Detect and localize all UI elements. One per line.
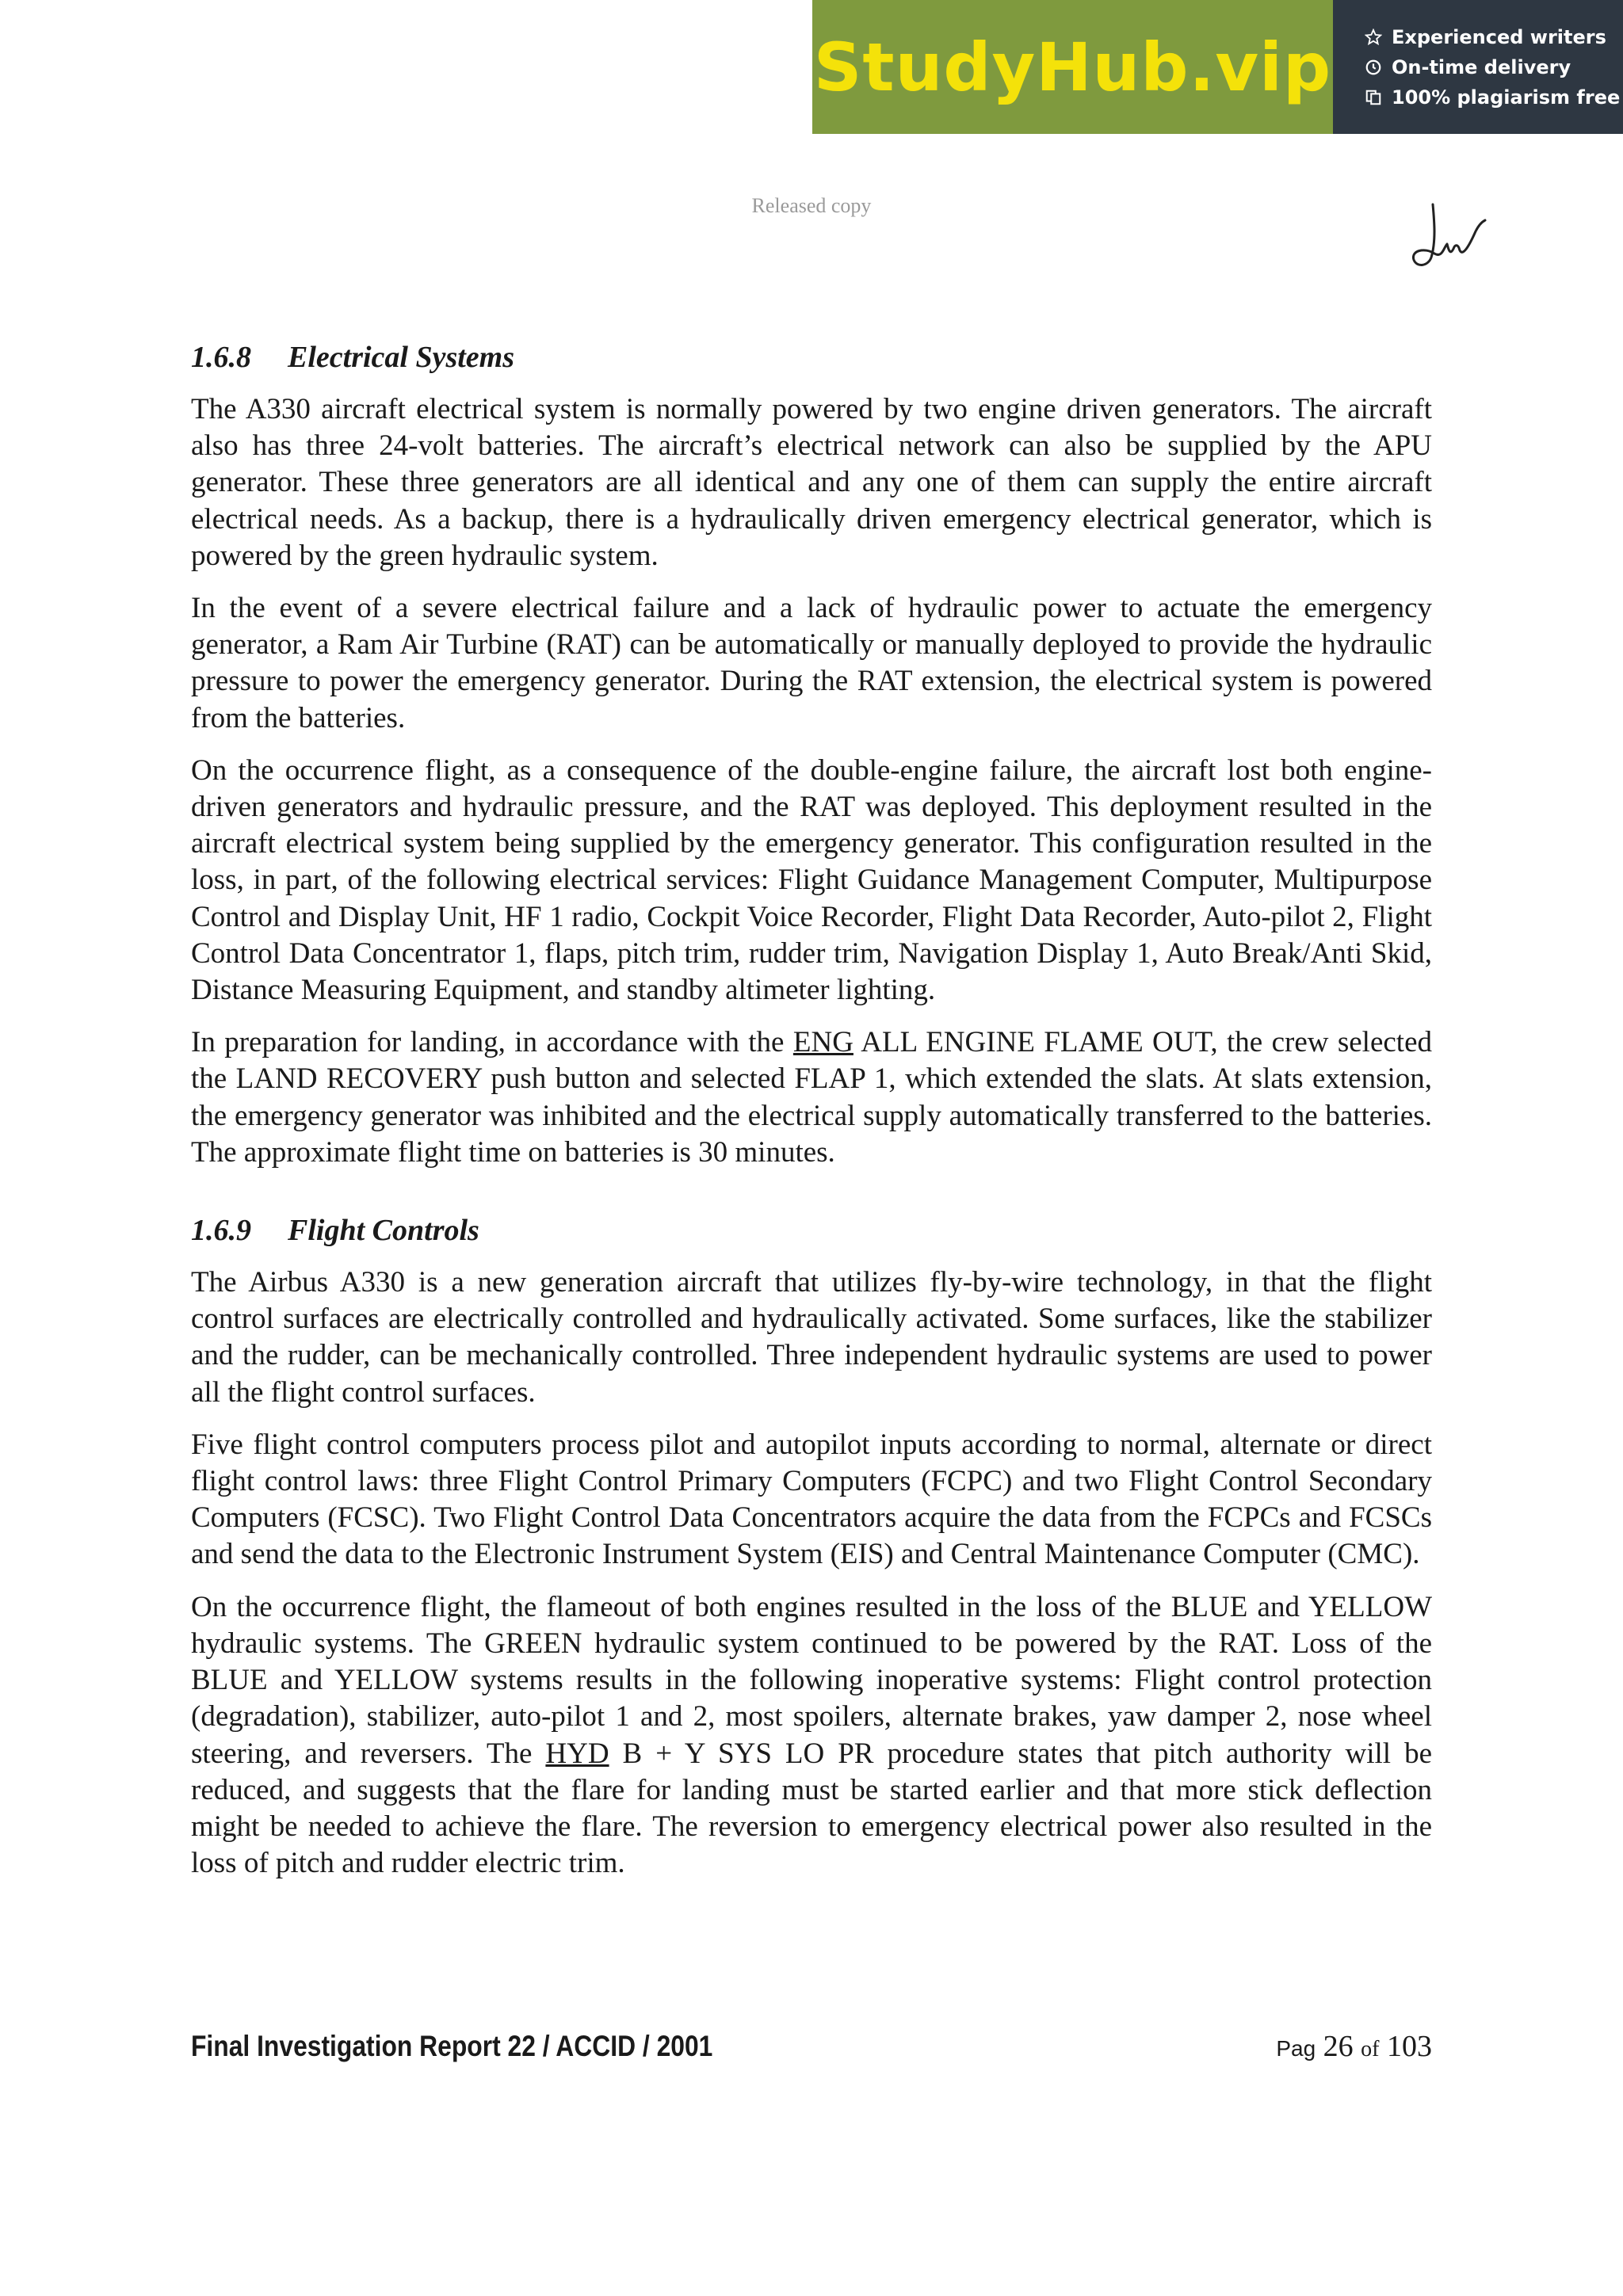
feature-item [1365,26,1623,48]
section-title: Flight Controls [288,1214,479,1248]
star-icon [1365,29,1382,46]
clock-icon [1365,59,1382,76]
page-prefix: Pag [1276,2036,1316,2061]
page-indicator [1276,2029,1432,2064]
underlined-term: ENG [792,1026,854,1059]
paragraph: The Airbus A330 is a new generation aircraft that utilizes fly-by-wire technology, in that the flight control surfaces are electrically controlled and hydraulically activated. Some surfaces, like the stabilizer and the rudder, can be mechanically controlled. Three independent hydraulic systems are used to power all the flight control surfaces. [191,1266,1432,1409]
section-heading [191,1206,1432,1255]
feature-label: 100% plagiarism free [1392,86,1621,109]
feature-item [1365,86,1623,109]
report-title: Final Investigation Report 22 / ACCID / 2001 [191,2030,713,2062]
page-total: 103 [1387,2030,1432,2063]
promo-banner[interactable] [812,0,1623,134]
released-copy-stamp: Released copy [751,194,872,217]
paragraph [191,1024,1432,1171]
brand-name: StudyHub.vip [813,28,1332,106]
underlined-term: HYD [545,1737,609,1770]
text-run: ALL ENGINE FLAME OUT, the crew selected the LAND RECOVERY push button and selected FLAP 1, which extended the slats. At slats extension, the emergency generator was inhibited and the electrical supply automatically transferred to the batteries. The approximate flight time on batteries is 30 minutes. [191,1026,1432,1169]
paragraph: The A330 aircraft electrical system is normally powered by two engine driven generators. The aircraft also has three 24-volt batteries. The aircraft’s electrical network can also be supplied by the APU generator. These three generators are all identical and any one of them can supply the entire aircraft electrical needs. As a backup, there is a hydraulically driven emergency electrical generator, which is powered by the green hydraulic system. [191,393,1432,572]
paragraph [191,1589,1432,1882]
copy-icon [1365,89,1382,106]
feature-label: On-time delivery [1392,55,1571,78]
text-run: B + Y SYS LO PR procedure states that pitch authority will be reduced, and suggests that the flare for landing must be started earlier and that more stick deflection might be needed to achieve the flare. The reversion to emergency electrical power also resulted in the loss of pitch and rudder electric trim. [191,1737,1432,1880]
paragraph: In the event of a severe electrical failure and a lack of hydraulic power to actuate the emergency generator, a Ram Air Turbine (RAT) can be automatically or manually deployed to provide the hydraulic pressure to power the emergency generator. During the RAT extension, the electrical system is powered from the batteries. [191,592,1432,734]
section-heading [191,333,1432,382]
section-number: 1.6.9 [191,1214,251,1248]
paragraph: On the occurrence flight, as a consequence of the double-engine failure, the aircraft lost both engine-driven generators and hydraulic pressure, and the RAT was deployed. This deployment resulted in the aircraft electrical system being supplied by the emergency generator. This configuration resulted in the loss, in part, of the following electrical services: Flight Guidance Management Computer, Multipurpose Control and Display Unit, HF 1 radio, Cockpit Voice Recorder, Flight Data Recorder, Auto-pilot 2, Flight Control Data Concentrator 1, flaps, pitch trim, rudder trim, Navigation Display 1, Auto Break/Anti Skid, Distance Measuring Equipment, and standby altimeter lighting. [191,753,1432,1007]
text-run: On the occurrence flight, the flameout of both engines resulted in the loss of the BLUE and YELLOW hydraulic systems. The GREEN hydraulic system continued to be powered by the RAT. Loss of the BLUE and YELLOW systems results in the following inoperative systems: Flight control protection (degradation), stabilizer, auto-pilot 1 and 2, most spoilers, alternate brakes, yaw damper 2, nose wheel steering, and reversers. The [191,1590,1432,1770]
text-run: In preparation for landing, in accordance with the [191,1026,793,1059]
report-body [191,333,1432,1897]
feature-label: Experienced writers [1392,25,1606,48]
feature-item [1365,56,1623,78]
page-number: 26 [1323,2030,1354,2063]
page-footer [191,2029,1432,2064]
page-of: of [1361,2037,1380,2061]
paragraph: Five flight control computers process pilot and autopilot inputs according to normal, alternate or direct flight control laws: three Flight Control Primary Computers (FCPC) and two Flight Control Secondary Computers (FCSC). Two Flight Control Data Concentrators acquire the data from the FCPCs and FCSCs and send the data to the Electronic Instrument System (EIS) and Central Maintenance Computer (CMC). [191,1428,1432,1571]
feature-list [1333,0,1623,134]
section-title: Electrical Systems [288,341,515,374]
signature-mark [1403,198,1498,277]
brand-logo[interactable] [812,0,1333,134]
section-number: 1.6.8 [191,341,251,374]
